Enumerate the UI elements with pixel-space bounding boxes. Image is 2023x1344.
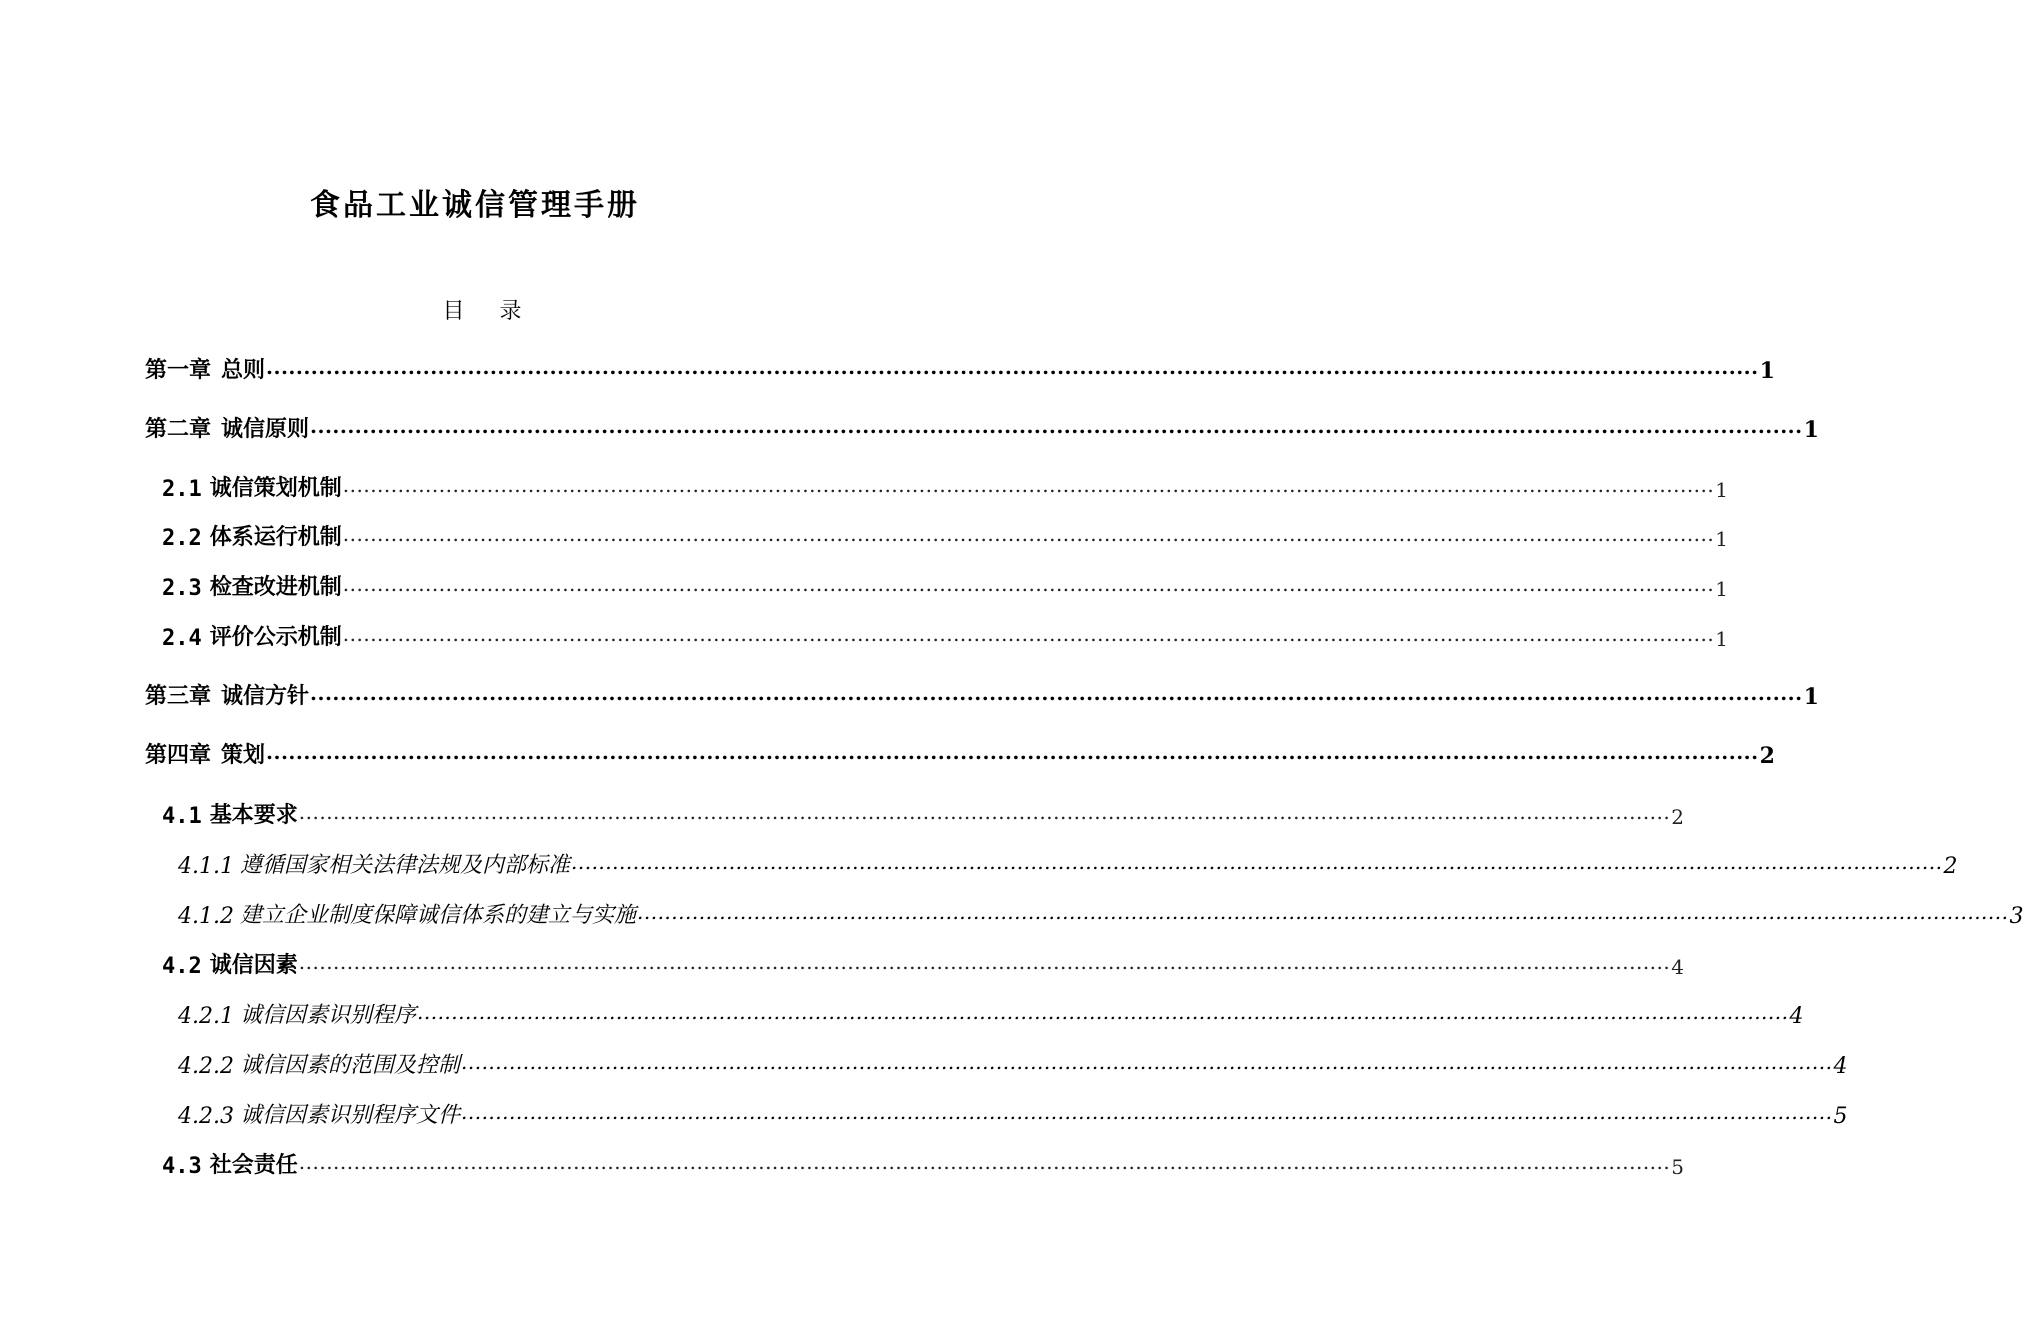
- toc-entry-page-number: 4: [1833, 1054, 1848, 1079]
- toc-dot-leader: ........................................................................................................................................................................................................: [266, 355, 1759, 379]
- toc-entry-page-number: 1: [1715, 627, 1728, 651]
- toc-entry-page-number: 2: [1943, 854, 1958, 879]
- toc-entry[interactable]: [178, 845, 1958, 879]
- toc-entry[interactable]: [145, 676, 1819, 710]
- toc-entry-page-number: 3: [2009, 904, 2023, 929]
- toc-entry[interactable]: [178, 895, 2023, 929]
- toc-entry-label: 诚信因素识别程序文件: [239, 1103, 460, 1128]
- toc-dot-leader: ........................................................................................................................................................................................................: [298, 1150, 1671, 1174]
- toc-entry[interactable]: [145, 350, 1775, 384]
- toc-entry-label: 总则: [221, 357, 266, 383]
- toc-dot-leader: ........................................................................................................................................................................................................: [571, 850, 1943, 874]
- toc-entry-number: 4.2: [162, 954, 202, 979]
- toc-entry-page-number: 1: [1715, 527, 1728, 551]
- toc-entry-number: 4.1: [162, 804, 202, 829]
- toc-dot-leader: ........................................................................................................................................................................................................: [310, 681, 1803, 705]
- toc-entry-number: 4.2.2: [178, 1054, 234, 1079]
- toc-entry-label: 基本要求: [209, 802, 298, 828]
- toc-dot-leader: ........................................................................................................................................................................................................: [310, 414, 1803, 438]
- toc-entry-label: 遵循国家相关法律法规及内部标准: [239, 853, 570, 878]
- toc-heading: 目 录: [442, 299, 536, 324]
- toc-entry-page-number: 4: [1671, 955, 1684, 979]
- toc-entry-number: 2.4: [162, 626, 202, 651]
- toc-dot-leader: ........................................................................................................................................................................................................: [266, 740, 1759, 764]
- toc-entry-page-number: 1: [1803, 684, 1819, 710]
- toc-entry-label: 检查改进机制: [209, 574, 342, 600]
- toc-entry-number: 4.2.3: [178, 1104, 234, 1129]
- toc-dot-leader: ........................................................................................................................................................................................................: [298, 800, 1671, 824]
- toc-dot-leader: ........................................................................................................................................................................................................: [342, 473, 1715, 497]
- toc-entry[interactable]: [162, 795, 1684, 829]
- toc-entry[interactable]: [178, 1095, 1848, 1129]
- toc-entry-label: 诚信策划机制: [209, 475, 342, 501]
- toc-entry-label: 评价公示机制: [209, 624, 342, 650]
- toc-entry[interactable]: [162, 468, 1728, 502]
- toc-dot-leader: ........................................................................................................................................................................................................: [342, 572, 1715, 596]
- toc-entry[interactable]: [145, 409, 1819, 443]
- toc-entry-page-number: 1: [1759, 358, 1775, 384]
- document-title: 食品工业诚信管理手册: [310, 188, 640, 223]
- toc-entry-page-number: 2: [1671, 805, 1684, 829]
- toc-entry-page-number: 1: [1803, 417, 1819, 443]
- toc-entry[interactable]: [178, 1045, 1848, 1079]
- toc-entry-page-number: 2: [1759, 743, 1775, 769]
- toc-entry-number: 第三章: [145, 683, 212, 709]
- toc-entry-number: 2.2: [162, 526, 202, 551]
- toc-dot-leader: ........................................................................................................................................................................................................: [342, 522, 1715, 546]
- toc-entry-number: 2.3: [162, 576, 202, 601]
- toc-entry-label: 诚信方针: [221, 683, 310, 709]
- toc-entry-number: 4.1.2: [178, 904, 234, 929]
- toc-entry-label: 策划: [221, 742, 266, 768]
- toc-entry-number: 4.2.1: [178, 1004, 234, 1029]
- toc-entry-label: 建立企业制度保障诚信体系的建立与实施: [239, 903, 636, 928]
- toc-entry-number: 4.3: [162, 1154, 202, 1179]
- toc-entry-label: 体系运行机制: [209, 524, 342, 550]
- toc-entry[interactable]: [162, 517, 1728, 551]
- toc-entry-number: 第四章: [145, 742, 212, 768]
- toc-entry-page-number: 1: [1715, 478, 1728, 502]
- toc-entry-label: 诚信原则: [221, 416, 310, 442]
- toc-entry[interactable]: [162, 617, 1728, 651]
- toc-entry-page-number: 5: [1671, 1155, 1684, 1179]
- toc-entry-page-number: 4: [1789, 1004, 1804, 1029]
- toc-dot-leader: ........................................................................................................................................................................................................: [461, 1050, 1833, 1074]
- toc-dot-leader: ........................................................................................................................................................................................................: [342, 622, 1715, 646]
- toc-entry-page-number: 1: [1715, 577, 1728, 601]
- toc-entry[interactable]: [178, 995, 1804, 1029]
- toc-dot-leader: ........................................................................................................................................................................................................: [417, 1000, 1789, 1024]
- toc-entry[interactable]: [162, 1145, 1684, 1179]
- toc-entry-number: 2.1: [162, 477, 202, 502]
- toc-entry-label: 社会责任: [209, 1152, 298, 1178]
- toc-entry-label: 诚信因素识别程序: [239, 1003, 416, 1028]
- toc-entry-label: 诚信因素的范围及控制: [239, 1053, 460, 1078]
- toc-entry[interactable]: [162, 567, 1728, 601]
- toc-dot-leader: ........................................................................................................................................................................................................: [637, 900, 2009, 924]
- toc-entry-number: 第一章: [145, 357, 212, 383]
- toc-entry[interactable]: [162, 945, 1684, 979]
- toc-entry-page-number: 5: [1833, 1104, 1848, 1129]
- toc-entry[interactable]: [145, 735, 1775, 769]
- toc-dot-leader: ........................................................................................................................................................................................................: [298, 950, 1671, 974]
- toc-entry-number: 4.1.1: [178, 854, 234, 879]
- toc-dot-leader: ........................................................................................................................................................................................................: [461, 1100, 1833, 1124]
- toc-entry-label: 诚信因素: [209, 952, 298, 978]
- toc-entry-number: 第二章: [145, 416, 212, 442]
